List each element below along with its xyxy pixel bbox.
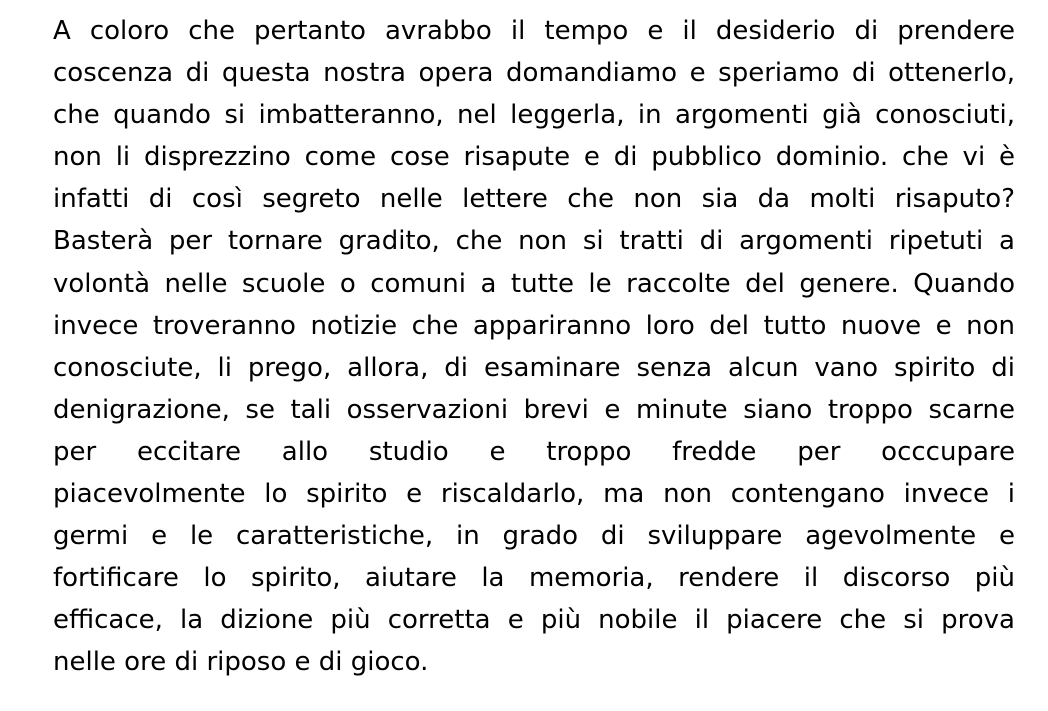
text-line: A coloro che pertanto avrabbo il tempo e il desiderio di prendere xyxy=(53,16,1015,46)
body-paragraph xyxy=(53,10,1015,684)
text-line: fortificare lo spirito, aiutare la memoria, rendere il discorso più xyxy=(53,563,1015,594)
text-line: denigrazione, se tali osservazioni brevi e minute siano troppo scarne xyxy=(53,394,1015,425)
text-line: invece troveranno notizie che appariranno loro del tutto nuove e non xyxy=(53,310,1015,341)
text-line: che quando si imbatteranno, nel leggerla, in argomenti già conosciuti, xyxy=(53,100,1015,131)
text-line: Basterà per tornare gradito, che non si tratti di argomenti ripetuti a xyxy=(53,226,1015,257)
text-line: non li disprezzino come cose risapute e di pubblico dominio. che vi è xyxy=(53,142,1015,173)
text-line: efficace, la dizione più corretta e più nobile il piacere che si prova xyxy=(53,605,1015,636)
text-line: volontà nelle scuole o comuni a tutte le raccolte del genere. Quando xyxy=(53,268,1015,299)
text-line-last: nelle ore di riposo e di gioco. xyxy=(53,647,429,678)
text-line: coscenza di questa nostra opera domandiamo e speriamo di ottenerlo, xyxy=(53,58,1015,89)
text-line: per eccitare allo studio e troppo fredde per occcupare xyxy=(53,436,1015,467)
text-line: infatti di così segreto nelle lettere che non sia da molti risaputo? xyxy=(53,184,1015,215)
text-line: conosciute, li prego, allora, di esaminare senza alcun vano spirito di xyxy=(53,352,1015,383)
text-line: piacevolmente lo spirito e riscaldarlo, ma non contengano invece i xyxy=(53,479,1015,510)
text-line: germi e le caratteristiche, in grado di sviluppare agevolmente e xyxy=(53,521,1015,552)
